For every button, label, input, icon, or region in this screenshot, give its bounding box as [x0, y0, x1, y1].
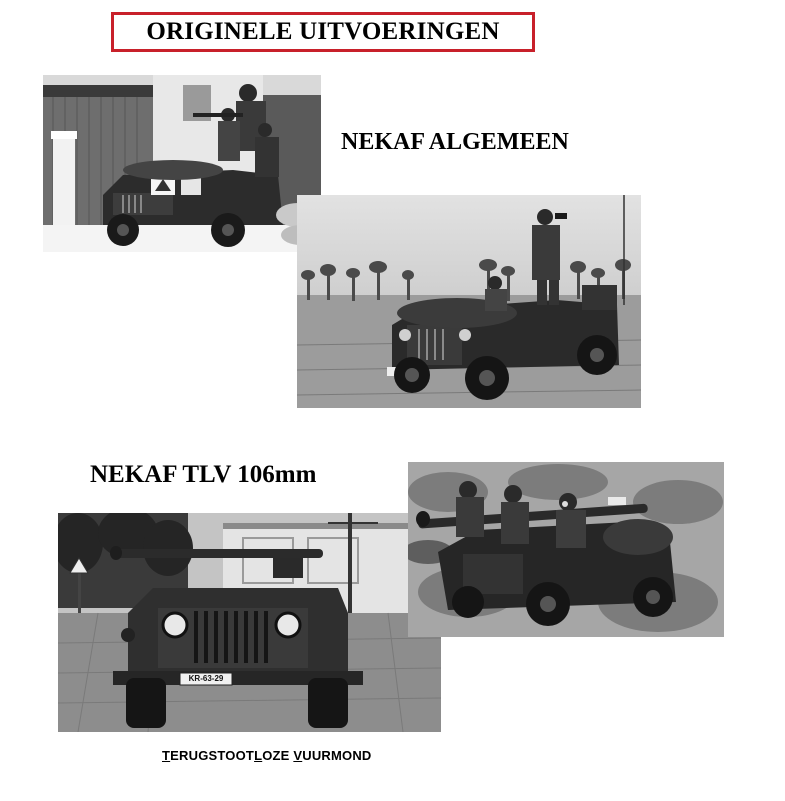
license-plate-text: KR-63-29	[188, 674, 224, 683]
section-heading-tlv: NEKAF TLV 106mm	[90, 461, 317, 488]
photo-tlv-jeep-slope-crew	[408, 462, 724, 637]
caption-underlined-letter: L	[254, 748, 263, 763]
photo-jeep-field-officer	[297, 195, 641, 408]
page-title: ORIGINELE UITVOERINGEN	[111, 12, 535, 52]
photo-tlv-jeep-front	[58, 513, 441, 732]
photo-jeep-soldiers-building	[43, 75, 321, 252]
caption-underlined-letter: V	[293, 748, 303, 763]
caption-text-segment: UURMOND	[302, 748, 372, 763]
caption-text-segment: OZE	[262, 748, 294, 763]
caption-underlined-letter: T	[162, 748, 171, 763]
caption-terugstootloze-vuurmond	[162, 748, 372, 763]
section-heading-algemeen: NEKAF ALGEMEEN	[341, 129, 569, 155]
caption-text-segment: ERUGSTOOT	[170, 748, 255, 763]
